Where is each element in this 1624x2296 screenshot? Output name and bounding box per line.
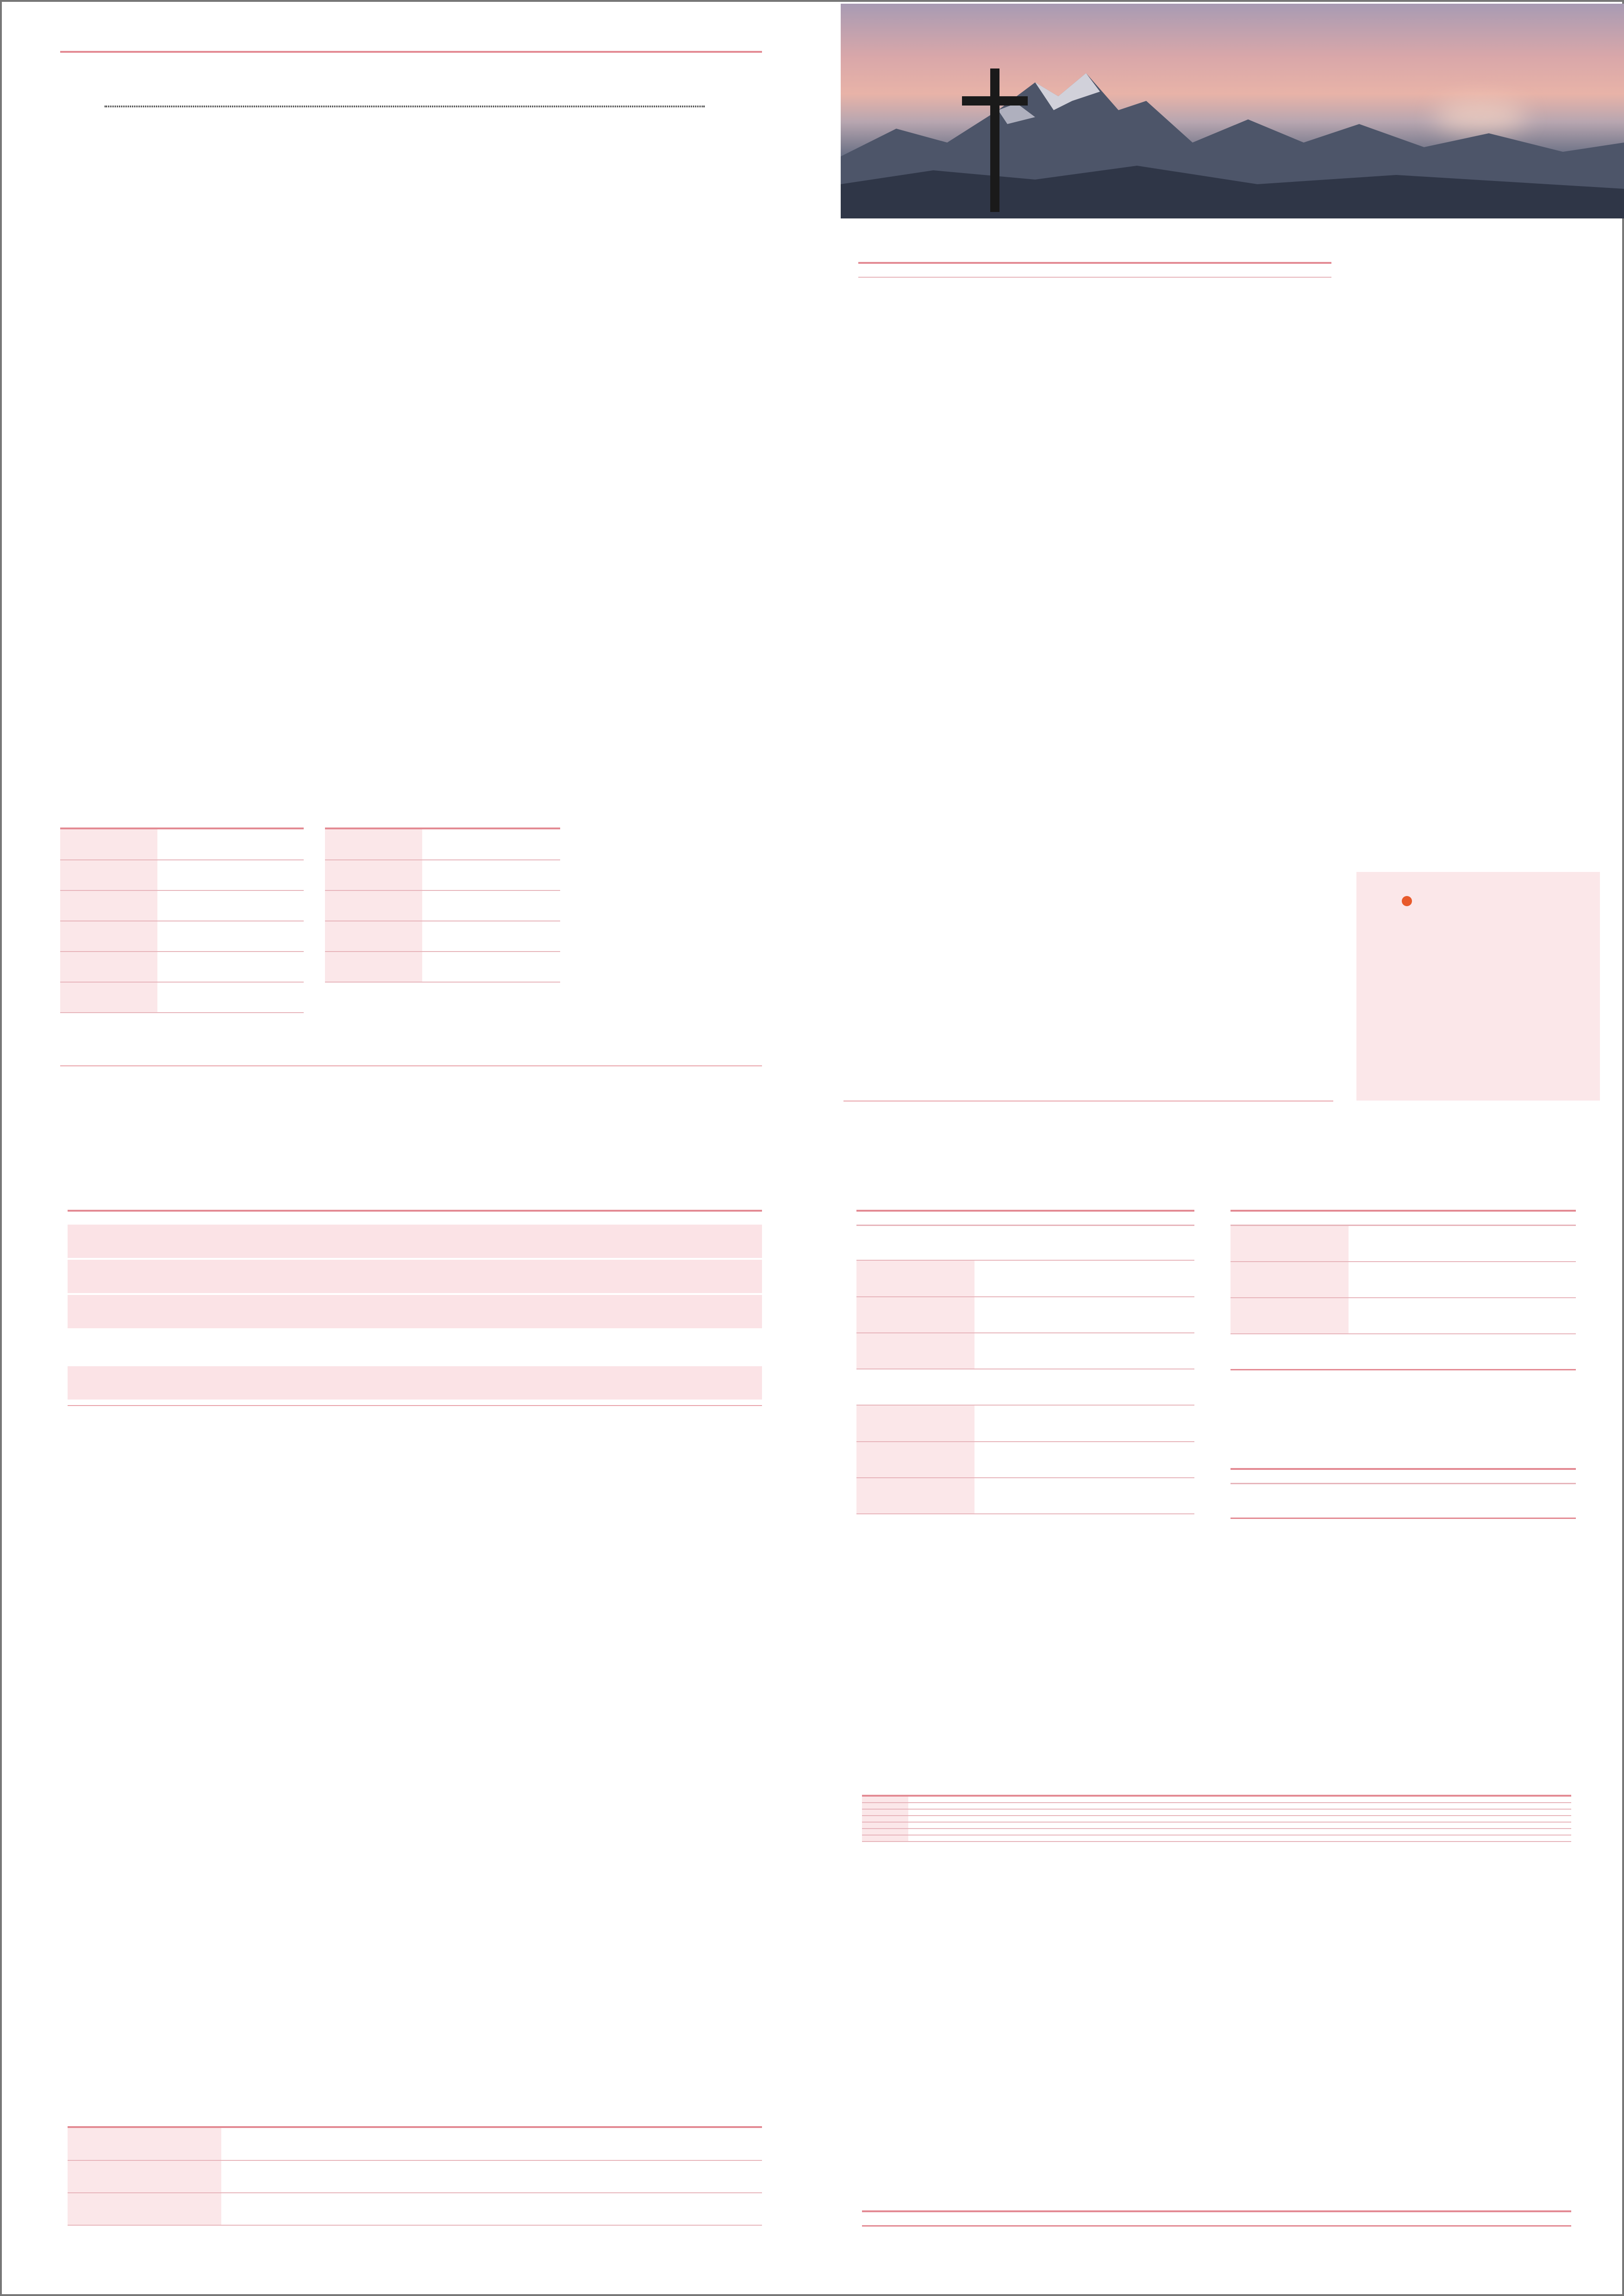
row-value [157,860,304,890]
sunday-service [68,1204,762,1412]
table-row [60,890,304,921]
wednesday-service [1230,1204,1576,1370]
gift-names [908,1803,1571,1809]
standing-note [68,1406,762,1412]
row-value [974,1478,1194,1514]
row-label [1230,1226,1349,1262]
row-value [974,1261,1194,1297]
row-label [856,1261,974,1297]
gift-category [862,1797,908,1803]
table-row [856,1478,1194,1514]
row-value [157,982,304,1013]
gift-category [862,1835,908,1842]
table-row [862,1809,1571,1816]
row-label [60,860,157,890]
divider [60,51,762,53]
row-label [856,1333,974,1369]
row-label [856,1478,974,1514]
row-value [974,1442,1194,1478]
youth-band [856,1225,1194,1261]
servers-section [60,823,304,1013]
online-offering [862,2179,1571,2227]
table-row [68,2128,762,2160]
dawn-text [1230,1483,1576,1519]
gift-category [862,1803,908,1809]
table-row [325,952,560,982]
table-row [1230,1298,1576,1334]
table-row [862,1803,1571,1809]
table-row [60,829,304,860]
row-value [422,860,560,890]
row-value [1349,1298,1576,1334]
gift-category [862,1816,908,1822]
table-row [68,2193,762,2225]
sermon-subject [858,264,1331,278]
wed-leader [1230,1212,1576,1225]
row-value [422,829,560,860]
youth-table [856,1406,1194,1514]
row-label [325,860,422,890]
table-row [68,2160,762,2193]
row-value [157,952,304,982]
church-card [1356,872,1600,1101]
sunday-leader [68,1212,762,1225]
row-label [325,921,422,952]
youth-leader [856,1212,1194,1225]
gift-category [862,1829,908,1835]
gift-names [908,1797,1571,1803]
table-row [862,1816,1571,1822]
table-row [856,1406,1194,1442]
row-label [60,829,157,860]
gift-names [908,1809,1571,1816]
row-value [157,921,304,952]
table-row [862,1829,1571,1835]
row-label [68,2193,221,2225]
row-label [856,1406,974,1442]
row-value [974,1406,1194,1442]
section-band [68,1366,762,1400]
wed-topic [1230,1334,1576,1370]
table-row [856,1442,1194,1478]
row-value [1349,1262,1576,1298]
row-value [974,1297,1194,1333]
table-row [856,1261,1194,1297]
gifts-section [862,1764,1571,1842]
table-row [856,1297,1194,1333]
gifts-table [862,1797,1571,1842]
table-row [862,1797,1571,1803]
gift-category [862,1809,908,1816]
mountain-illustration [841,4,1624,218]
dawn-leader [1230,1470,1576,1483]
section-band [68,1295,762,1328]
table-row [60,860,304,890]
logo-dot [1402,896,1412,906]
row-label [1230,1298,1349,1334]
committee-table [68,2128,762,2226]
prayer-box [105,106,705,107]
divider [60,1065,762,1066]
row-label [68,2160,221,2193]
table-row [862,1835,1571,1842]
row-label [68,2128,221,2160]
row-value [422,921,560,952]
gift-names [908,1816,1571,1822]
youth-subject [856,1369,1194,1406]
row-value [1349,1226,1576,1262]
row-label [325,890,422,921]
row-label [1230,1262,1349,1298]
table-row [1230,1262,1576,1298]
wed-table [1230,1225,1576,1334]
row-label [60,921,157,952]
table-row [1230,1226,1576,1262]
committee-section [68,2096,762,2226]
table-row [325,860,560,890]
youth-table [856,1261,1194,1369]
header-banner [841,4,1624,218]
online-account[interactable] [862,2212,1571,2227]
row-label [60,982,157,1013]
qr-code[interactable] [593,880,745,1033]
section-band [68,1260,762,1293]
row-value [221,2160,762,2193]
row-value [221,2128,762,2160]
table-row [325,890,560,921]
servers-table [60,829,304,1013]
row-value [221,2193,762,2225]
row-label [856,1442,974,1478]
church-news [60,44,762,109]
row-value [157,829,304,860]
row-value [422,890,560,921]
gift-names [908,1822,1571,1829]
times-table [325,829,560,983]
row-label [325,952,422,982]
table-row [862,1822,1571,1829]
table-row [325,921,560,952]
table-row [856,1333,1194,1369]
row-label [325,829,422,860]
row-label [856,1297,974,1333]
table-row [60,952,304,982]
gift-category [862,1822,908,1829]
sermon-section [858,257,1331,281]
row-label [60,952,157,982]
row-value [157,890,304,921]
table-row [60,921,304,952]
row-value [974,1333,1194,1369]
dawn-service [1230,1462,1576,1519]
table-row [60,982,304,1013]
section-band [68,1225,762,1258]
gift-names [908,1835,1571,1842]
youth-service [856,1204,1194,1514]
gift-names [908,1829,1571,1835]
row-value [422,952,560,982]
table-row [325,829,560,860]
row-label [60,890,157,921]
times-section [325,823,560,995]
